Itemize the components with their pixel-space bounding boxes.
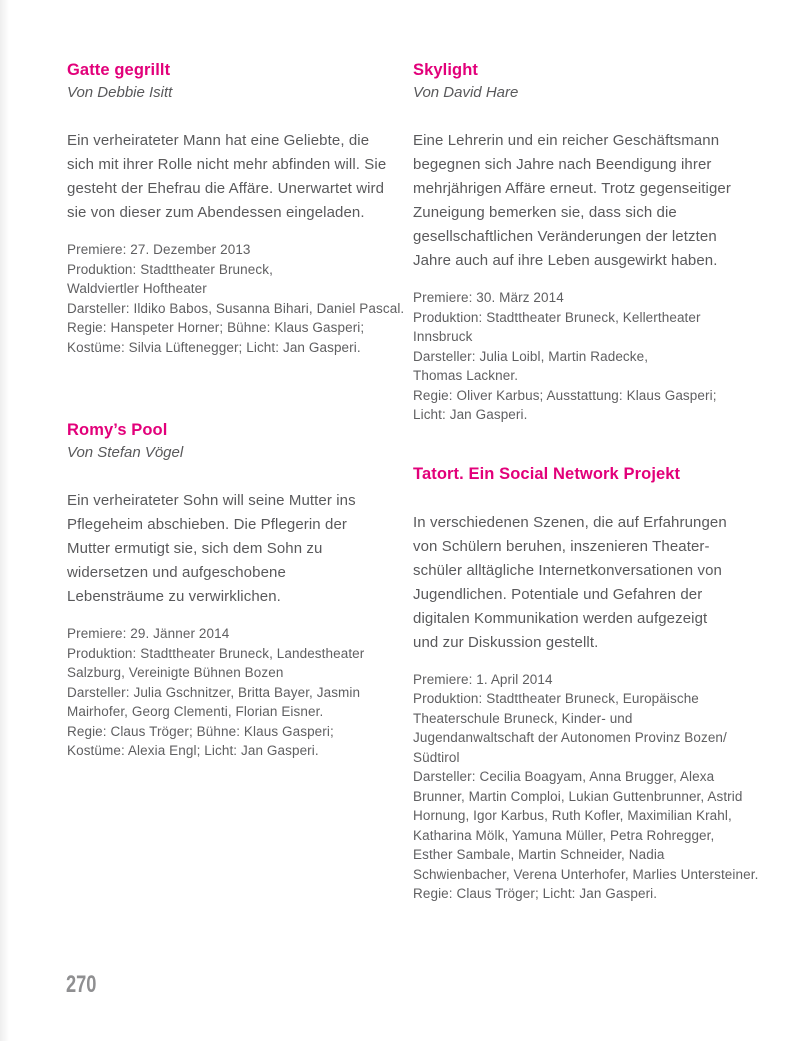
- production-title: Gatte gegrillt: [67, 61, 171, 79]
- column-left: [67, 59, 405, 904]
- production-synopsis: [413, 129, 753, 273]
- text-line: Licht: Jan Gasperi.: [413, 407, 528, 422]
- text-line: gesteht der Ehefrau die Affäre. Unerwartet wird: [67, 180, 385, 197]
- production-details: [67, 240, 405, 357]
- production-byline: Von Debbie Isitt: [67, 84, 173, 101]
- text-line: Darsteller: Ildiko Babos, Susanna Bihari, Daniel Pascal.: [67, 300, 405, 316]
- two-column-layout: [67, 59, 760, 904]
- text-line: Mairhofer, Georg Clementi, Florian Eisner.: [67, 704, 324, 719]
- production-details: [413, 288, 753, 425]
- text-line: Waldviertler Hoftheater: [67, 281, 207, 296]
- text-line: Premiere: 27. Dezember 2013: [67, 242, 251, 257]
- text-line: Brunner, Martin Comploi, Lukian Guttenbrunner, Astrid: [413, 788, 743, 804]
- text-line: widersetzen und aufgeschobene: [67, 564, 286, 581]
- text-line: Zuneigung bemerken sie, dass sich die: [413, 204, 677, 221]
- text-line: Theaterschule Bruneck, Kinder- und: [413, 710, 633, 726]
- text-line: Lebensträume zu verwirklichen.: [67, 588, 281, 605]
- text-line: begegnen sich Jahre nach Beendigung ihrer: [413, 156, 712, 173]
- text-line: Eine Lehrerin und ein reicher Geschäftsmann: [413, 132, 720, 149]
- text-line: schüler alltägliche Internetkonversationen von: [413, 561, 722, 579]
- text-line: Katharina Mölk, Yamuna Müller, Petra Rohregger,: [413, 827, 715, 843]
- text-line: von Schülern beruhen, inszenieren Theater-: [413, 537, 710, 555]
- production-title: Romy’s Pool: [67, 421, 168, 439]
- text-line: Schwienbacher, Verena Unterhofer, Marlies Untersteiner.: [413, 866, 759, 882]
- column-right: [413, 59, 759, 904]
- text-line: Südtirol: [413, 749, 460, 765]
- text-line: Pflegeheim abschieben. Die Pflegerin der: [67, 516, 347, 533]
- production-synopsis: [67, 489, 399, 609]
- text-line: mehrjährigen Affäre erneut. Trotz gegenseitiger: [413, 180, 731, 197]
- text-line: Darsteller: Julia Loibl, Martin Radecke,: [413, 348, 649, 364]
- text-line: sich mit ihrer Rolle nicht mehr abfinden will. Sie: [67, 156, 387, 173]
- text-line: Salzburg, Vereinigte Bühnen Bozen: [67, 665, 284, 680]
- production-romys-pool: [67, 419, 399, 761]
- production-title: Skylight: [413, 61, 478, 79]
- text-line: Ein verheirateter Mann hat eine Geliebte, die: [67, 132, 370, 149]
- text-line: Premiere: 29. Jänner 2014: [67, 626, 230, 641]
- text-line: Thomas Lackner.: [413, 368, 519, 383]
- text-line: gesellschaftlichen Veränderungen der letzten: [413, 228, 717, 245]
- text-line: Jugendlichen. Potentiale und Gefahren der: [413, 585, 703, 603]
- text-line: Produktion: Stadttheater Bruneck, Kellertheater: [413, 309, 701, 325]
- text-line: Jahre auch auf ihre Leben ausgewirkt haben.: [413, 252, 718, 269]
- text-line: Regie: Claus Tröger; Licht: Jan Gasperi.: [413, 886, 658, 901]
- text-line: Kostüme: Alexia Engl; Licht: Jan Gasperi.: [67, 743, 319, 758]
- text-line: In verschiedenen Szenen, die auf Erfahrungen: [413, 513, 727, 531]
- text-line: Regie: Hanspeter Horner; Bühne: Klaus Gasperi;: [67, 320, 365, 335]
- text-line: digitalen Kommunikation werden aufgezeigt: [413, 609, 708, 627]
- text-line: Produktion: Stadttheater Bruneck, Europäische: [413, 691, 699, 706]
- text-line: Produktion: Stadttheater Bruneck,: [67, 261, 273, 277]
- page-number: 270: [66, 971, 97, 998]
- text-line: Jugendanwaltschaft der Autonomen Provinz Bozen/: [413, 730, 727, 745]
- production-synopsis: [413, 511, 753, 655]
- text-line: Regie: Oliver Karbus; Ausstattung: Klaus Gasperi;: [413, 387, 717, 403]
- text-line: Kostüme: Silvia Lüftenegger; Licht: Jan Gasperi.: [67, 339, 361, 355]
- text-line: sie von dieser zum Abendessen eingeladen.: [67, 204, 365, 221]
- production-details: [413, 670, 759, 904]
- production-skylight: [413, 59, 753, 425]
- text-line: Darsteller: Julia Gschnitzer, Britta Bayer, Jasmin: [67, 684, 361, 700]
- text-line: Esther Sambale, Martin Schneider, Nadia: [413, 847, 665, 862]
- production-byline: Von Stefan Vögel: [67, 444, 184, 461]
- production-title: Tatort. Ein Social Network Projekt: [413, 464, 681, 483]
- text-line: Hornung, Igor Karbus, Ruth Kofler, Maximilian Krahl,: [413, 808, 732, 823]
- text-line: Produktion: Stadttheater Bruneck, Landestheater: [67, 645, 365, 661]
- production-gatte-gegrillt: [67, 59, 405, 357]
- production-byline: Von David Hare: [413, 84, 519, 101]
- production-synopsis: [67, 129, 399, 225]
- text-line: Premiere: 1. April 2014: [413, 671, 553, 687]
- text-line: Innsbruck: [413, 329, 473, 344]
- text-line: Regie: Claus Tröger; Bühne: Klaus Gasperi;: [67, 723, 334, 739]
- text-line: Ein verheirateter Sohn will seine Mutter ins: [67, 492, 356, 509]
- text-line: Premiere: 30. März 2014: [413, 290, 564, 305]
- text-line: Darsteller: Cecilia Boagyam, Anna Brugger, Alexa: [413, 769, 715, 784]
- production-details: [67, 624, 399, 761]
- production-tatort-social-network: [413, 463, 759, 904]
- text-line: Mutter ermutigt sie, sich dem Sohn zu: [67, 540, 323, 557]
- text-line: und zur Diskussion gestellt.: [413, 633, 599, 651]
